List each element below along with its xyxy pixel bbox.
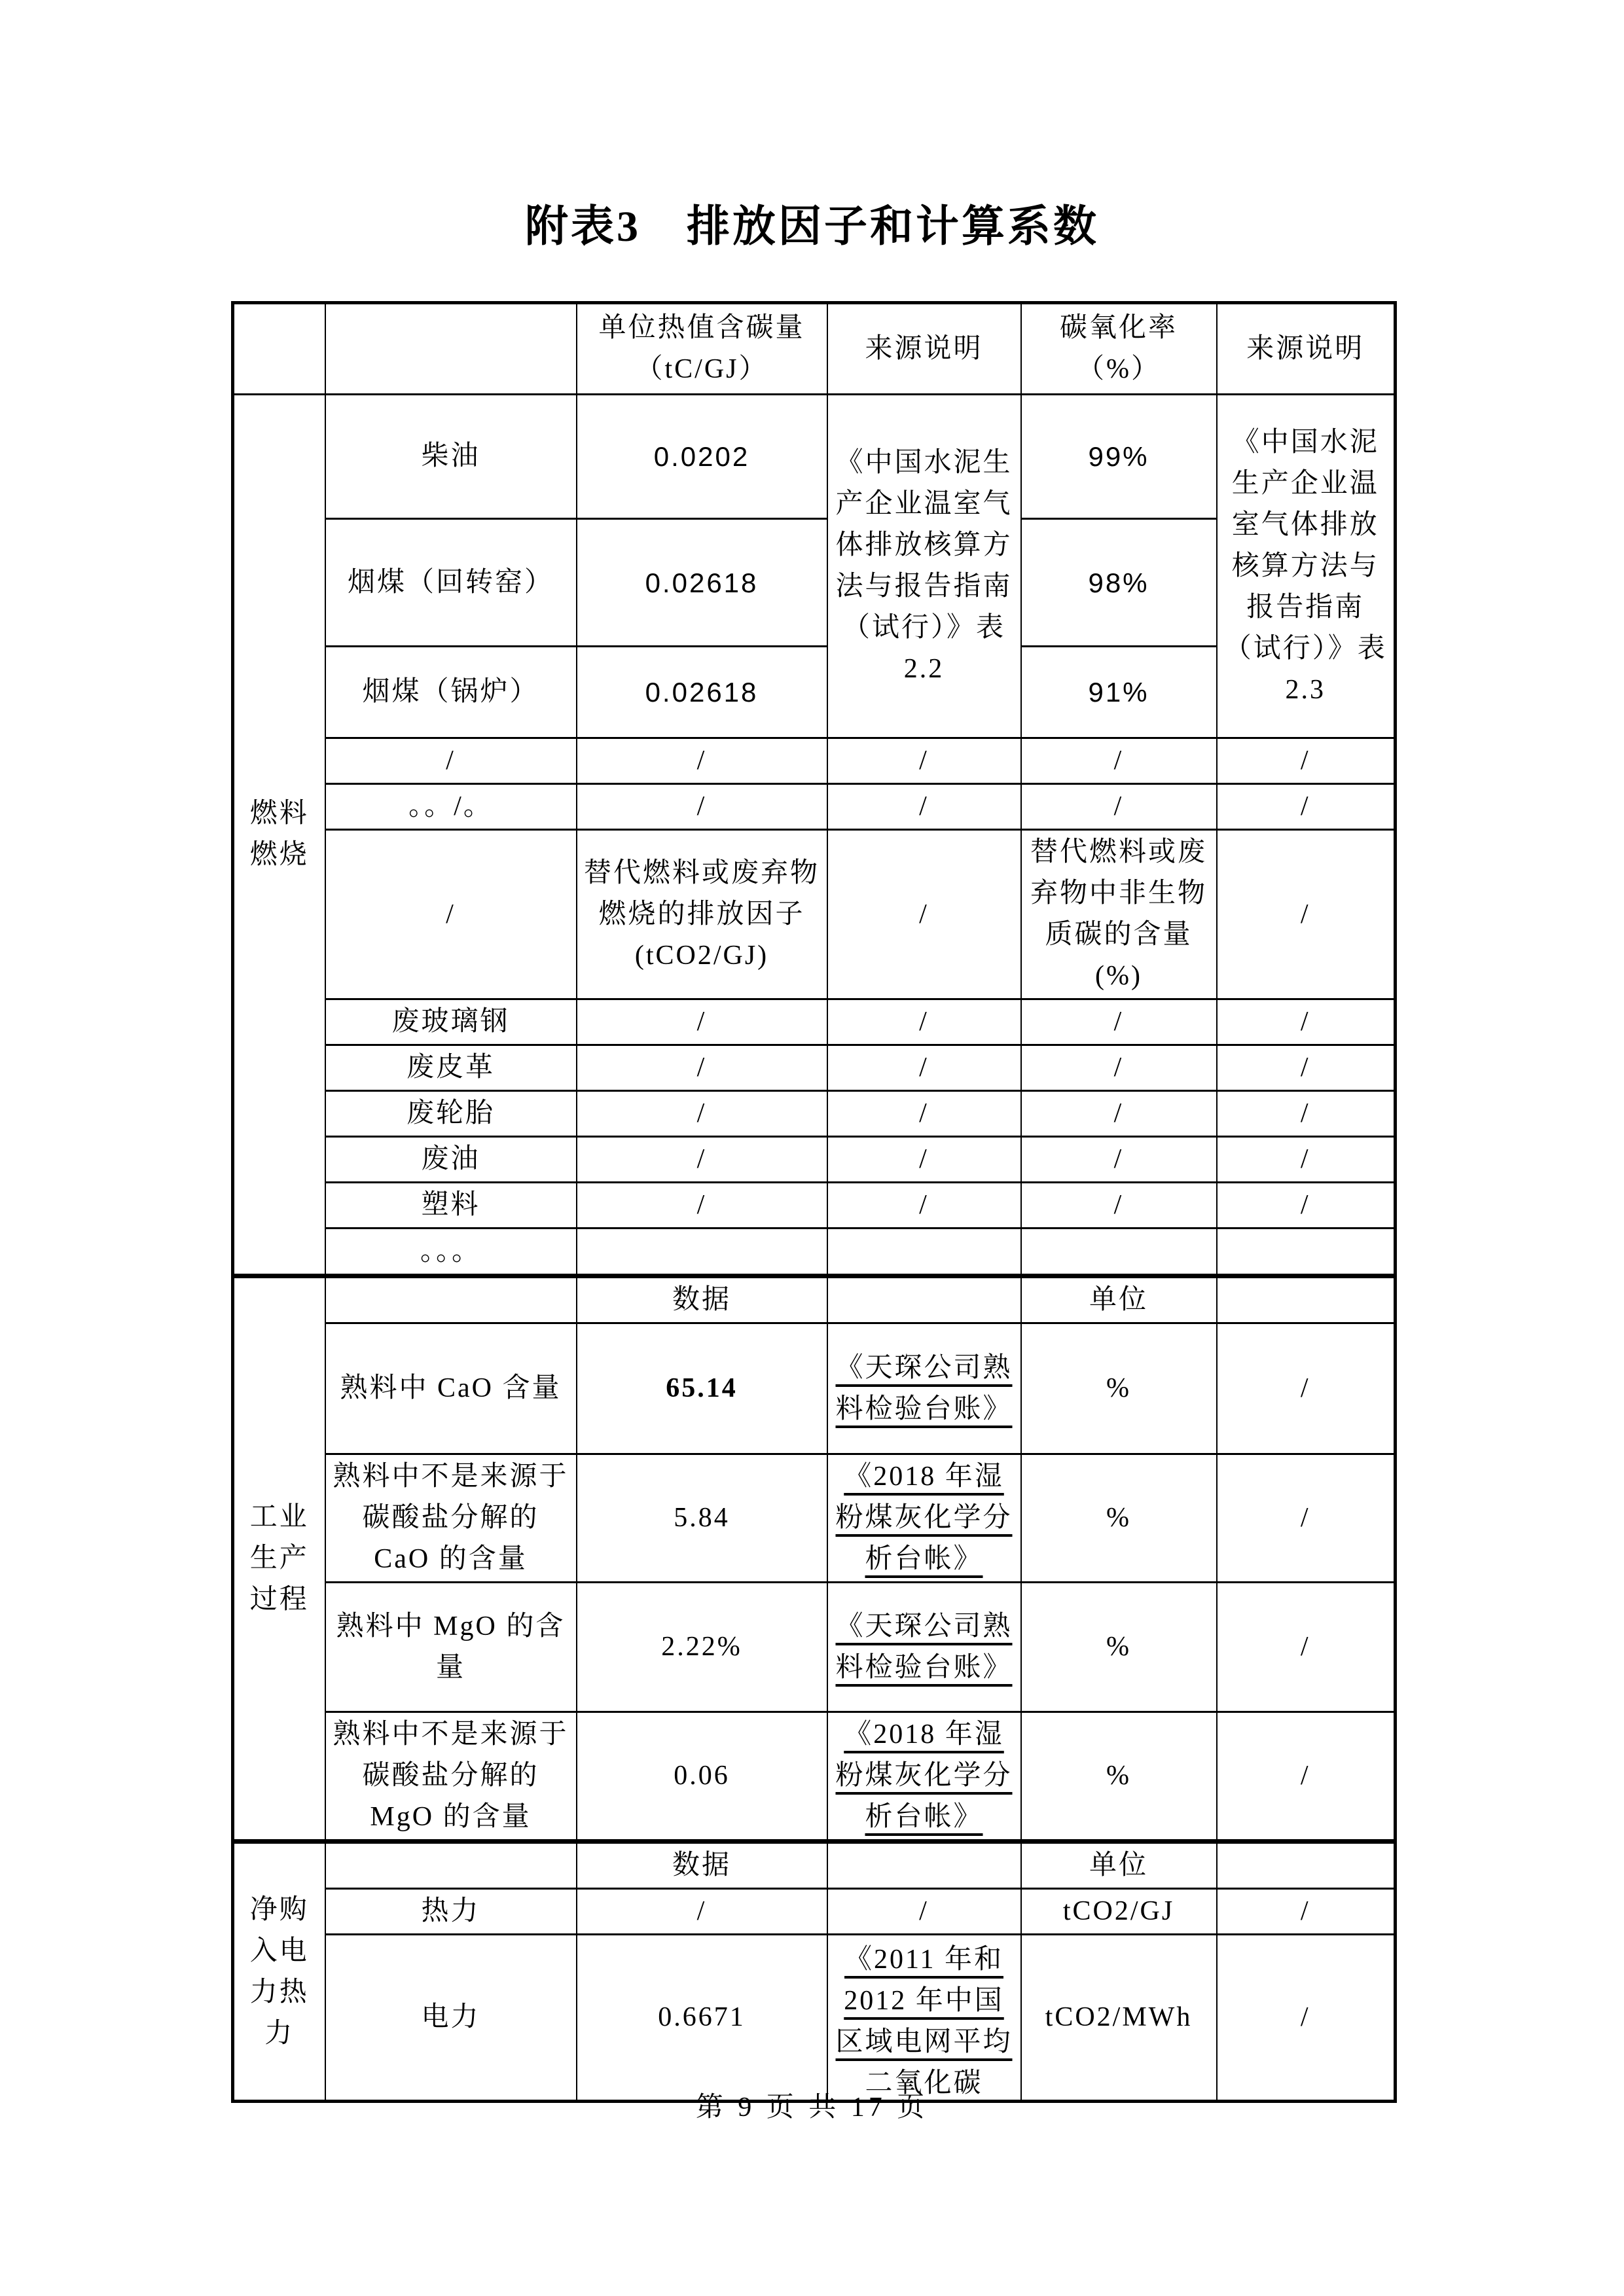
fuel-label-diesel: 柴油: [325, 395, 577, 519]
fuel-row-slash: [233, 738, 1396, 784]
fuel-row-waste-leather: [233, 1045, 1396, 1091]
industrial-value-mgo: 2.22%: [577, 1583, 827, 1712]
table-cell-slash: /: [1217, 830, 1396, 999]
industrial-label-mgo: 熟料中 MgO 的含量: [325, 1583, 577, 1712]
table-cell-slash: /: [577, 738, 827, 784]
table-cell-slash: /: [577, 1183, 827, 1229]
industrial-value-noncarbonate-mgo: 0.06: [577, 1712, 827, 1842]
table-cell-empty: [325, 1276, 577, 1323]
table-cell-slash: /: [1217, 1935, 1396, 2102]
industrial-label-noncarbonate-cao: 熟料中不是来源于碳酸盐分解的 CaO 的含量: [325, 1454, 577, 1583]
table-cell-empty: [1217, 1842, 1396, 1889]
electricity-subheader-unit: 单位: [1021, 1842, 1217, 1889]
table-cell-slash: /: [1217, 999, 1396, 1045]
table-cell-slash: /: [577, 1091, 827, 1137]
electricity-label-heat: 热力: [325, 1889, 577, 1935]
industrial-label-cao: 熟料中 CaO 含量: [325, 1323, 577, 1454]
header-cell-source: 来源说明: [827, 303, 1021, 395]
table-cell-slash: /: [827, 738, 1021, 784]
table-cell-slash: /: [577, 1045, 827, 1091]
source-citation: 《2018 年湿粉煤灰化学分析台帐》: [835, 1462, 1013, 1574]
fuel-row-waste-tire: [233, 1091, 1396, 1137]
table-cell-slash: /: [1217, 784, 1396, 830]
header-cell-empty-item: [325, 303, 577, 395]
source-citation: 《2018 年湿粉煤灰化学分析台帐》: [835, 1719, 1013, 1832]
table-cell-ellipsis: 。。。: [325, 1229, 577, 1276]
table-cell-slash: /: [1021, 1091, 1217, 1137]
table-cell-slash: /: [1217, 1045, 1396, 1091]
clipped-citation-wrapper: [833, 1939, 1015, 2096]
category-purchased-electricity-heat: 净购入电力热力: [233, 1842, 325, 2102]
table-cell-slash: /: [1217, 1091, 1396, 1137]
industrial-source-cao: [827, 1323, 1021, 1454]
table-cell-empty: [827, 1842, 1021, 1889]
industrial-row-cao: [233, 1323, 1396, 1454]
table-cell-slash: /: [827, 1091, 1021, 1137]
category-industrial-process: 工业生产过程: [233, 1276, 325, 1842]
electricity-value-power: 0.6671: [577, 1935, 827, 2102]
fuel-value-diesel: 0.0202: [577, 395, 827, 519]
electricity-subheader-data: 数据: [577, 1842, 827, 1889]
heat-carbon-unit: （tC/GJ）: [635, 354, 768, 384]
table-cell-empty: [827, 1229, 1021, 1276]
table-cell-slash: /: [577, 784, 827, 830]
waste-label-oil: 废油: [325, 1137, 577, 1183]
industrial-value-noncarbonate-cao: 5.84: [577, 1454, 827, 1583]
industrial-unit-noncarbonate-mgo: %: [1021, 1712, 1217, 1842]
electricity-source-power: [827, 1935, 1021, 2102]
fuel-row-waste-oil: [233, 1137, 1396, 1183]
page-footer: 第 9 页 共 17 页: [695, 2092, 929, 2123]
table-cell-slash: /: [827, 1137, 1021, 1183]
table-cell-ellipsis-slash: 。。/。: [325, 784, 577, 830]
fuel-row-ellipsis: [233, 1229, 1396, 1276]
fuel-row-waste-glass: [233, 999, 1396, 1045]
waste-label-glass-steel: 废玻璃钢: [325, 999, 577, 1045]
electricity-label-power: 电力: [325, 1935, 577, 2102]
table-cell-empty: [827, 1276, 1021, 1323]
industrial-unit-cao: %: [1021, 1323, 1217, 1454]
table-cell-slash: /: [1021, 784, 1217, 830]
table-cell-slash: /: [827, 999, 1021, 1045]
industrial-source-noncarbonate-mgo: [827, 1712, 1021, 1842]
fuel-row-dots-slash: [233, 784, 1396, 830]
industrial-row-noncarbonate-cao: [233, 1454, 1396, 1583]
electricity-row-heat: [233, 1889, 1396, 1935]
fuel-row-diesel: [233, 395, 1396, 519]
oxidation-label: 碳氧化率: [1059, 313, 1178, 343]
table-header-row: [233, 303, 1396, 395]
table-cell-empty: [1217, 1229, 1396, 1276]
table-cell-slash: /: [1021, 1183, 1217, 1229]
electricity-unit-power: tCO2/MWh: [1021, 1935, 1217, 2102]
emission-factors-table: [231, 301, 1397, 2103]
table-cell-slash: /: [577, 1137, 827, 1183]
industrial-value-cao: 65.14: [577, 1323, 827, 1454]
source-citation: 《天琛公司熟料检验台账》: [835, 1352, 1013, 1424]
fuel-rate-diesel: 99%: [1021, 395, 1217, 519]
table-cell-slash: /: [827, 1045, 1021, 1091]
fuel-value-coal-kiln: 0.02618: [577, 519, 827, 647]
waste-label-leather: 废皮革: [325, 1045, 577, 1091]
electricity-subheader-row: [233, 1842, 1396, 1889]
header-cell-source2: 来源说明: [1217, 303, 1396, 395]
table-cell-slash: /: [577, 1889, 827, 1935]
electricity-row-power: [233, 1935, 1396, 2102]
industrial-subheader-row: [233, 1276, 1396, 1323]
table-cell-slash: /: [827, 1889, 1021, 1935]
heat-carbon-label: 单位热值含碳量: [598, 313, 805, 343]
page-title: 附表3 排放因子和计算系数: [525, 203, 1099, 251]
header-cell-oxidation: [1021, 303, 1217, 395]
table-cell-slash: /: [325, 830, 577, 999]
table-cell-slash: /: [1217, 1137, 1396, 1183]
electricity-unit-heat: tCO2/GJ: [1021, 1889, 1217, 1935]
waste-label-tire: 废轮胎: [325, 1091, 577, 1137]
table-cell-empty: [577, 1229, 827, 1276]
table-cell-empty: [1217, 1276, 1396, 1323]
table-cell-slash: /: [577, 999, 827, 1045]
fuel-merged-source2: 《中国水泥生产企业温室气体排放核算方法与报告指南（试行）》表 2.3: [1217, 395, 1396, 738]
table-cell-slash: /: [827, 830, 1021, 999]
table-cell-slash: /: [325, 738, 577, 784]
alt-fuel-factor-header: 替代燃料或废弃物燃烧的排放因子(tCO2/GJ): [577, 830, 827, 999]
fuel-label-coal-kiln: 烟煤（回转窑）: [325, 519, 577, 647]
table-cell-slash: /: [1217, 738, 1396, 784]
fuel-rate-coal-kiln: 98%: [1021, 519, 1217, 647]
table-cell-slash: /: [1021, 1045, 1217, 1091]
industrial-subheader-unit: 单位: [1021, 1276, 1217, 1323]
table-cell-slash: /: [1021, 1137, 1217, 1183]
table-cell-slash: /: [1217, 1583, 1396, 1712]
fuel-label-coal-boiler: 烟煤（锅炉）: [325, 647, 577, 738]
waste-label-plastic: 塑料: [325, 1183, 577, 1229]
table-cell-slash: /: [1217, 1183, 1396, 1229]
fuel-row-plastic: [233, 1183, 1396, 1229]
table-cell-slash: /: [1021, 738, 1217, 784]
header-cell-heat-carbon: [577, 303, 827, 395]
source-citation: 《2011 年和2012 年中国区域电网平均二氧化碳: [835, 1944, 1013, 2096]
fuel-rate-coal-boiler: 91%: [1021, 647, 1217, 738]
category-fuel-combustion: 燃料燃烧: [233, 395, 325, 1276]
oxidation-unit: （%）: [1077, 354, 1161, 384]
industrial-source-mgo: [827, 1583, 1021, 1712]
table-cell-slash: /: [1217, 1454, 1396, 1583]
table-cell-slash: /: [1021, 999, 1217, 1045]
table-cell-empty: [1021, 1229, 1217, 1276]
industrial-row-mgo: [233, 1583, 1396, 1712]
industrial-source-noncarbonate-cao: [827, 1454, 1021, 1583]
table-cell-slash: /: [1217, 1889, 1396, 1935]
industrial-subheader-data: 数据: [577, 1276, 827, 1323]
fuel-row-alt-fuel-header: [233, 830, 1396, 999]
industrial-unit-mgo: %: [1021, 1583, 1217, 1712]
industrial-row-noncarbonate-mgo: [233, 1712, 1396, 1842]
fuel-merged-source: 《中国水泥生产企业温室气体排放核算方法与报告指南（试行）》表 2.2: [827, 395, 1021, 738]
industrial-unit-noncarbonate-cao: %: [1021, 1454, 1217, 1583]
industrial-label-noncarbonate-mgo: 熟料中不是来源于碳酸盐分解的 MgO 的含量: [325, 1712, 577, 1842]
fuel-value-coal-boiler: 0.02618: [577, 647, 827, 738]
header-cell-empty-category: [233, 303, 325, 395]
table-cell-slash: /: [827, 1183, 1021, 1229]
table-cell-empty: [325, 1842, 577, 1889]
table-cell-slash: /: [1217, 1712, 1396, 1842]
source-citation: 《天琛公司熟料检验台账》: [835, 1611, 1013, 1683]
table-cell-slash: /: [827, 784, 1021, 830]
table-cell-slash: /: [1217, 1323, 1396, 1454]
alt-fuel-biocarbon-header: 替代燃料或废弃物中非生物质碳的含量(%): [1021, 830, 1217, 999]
